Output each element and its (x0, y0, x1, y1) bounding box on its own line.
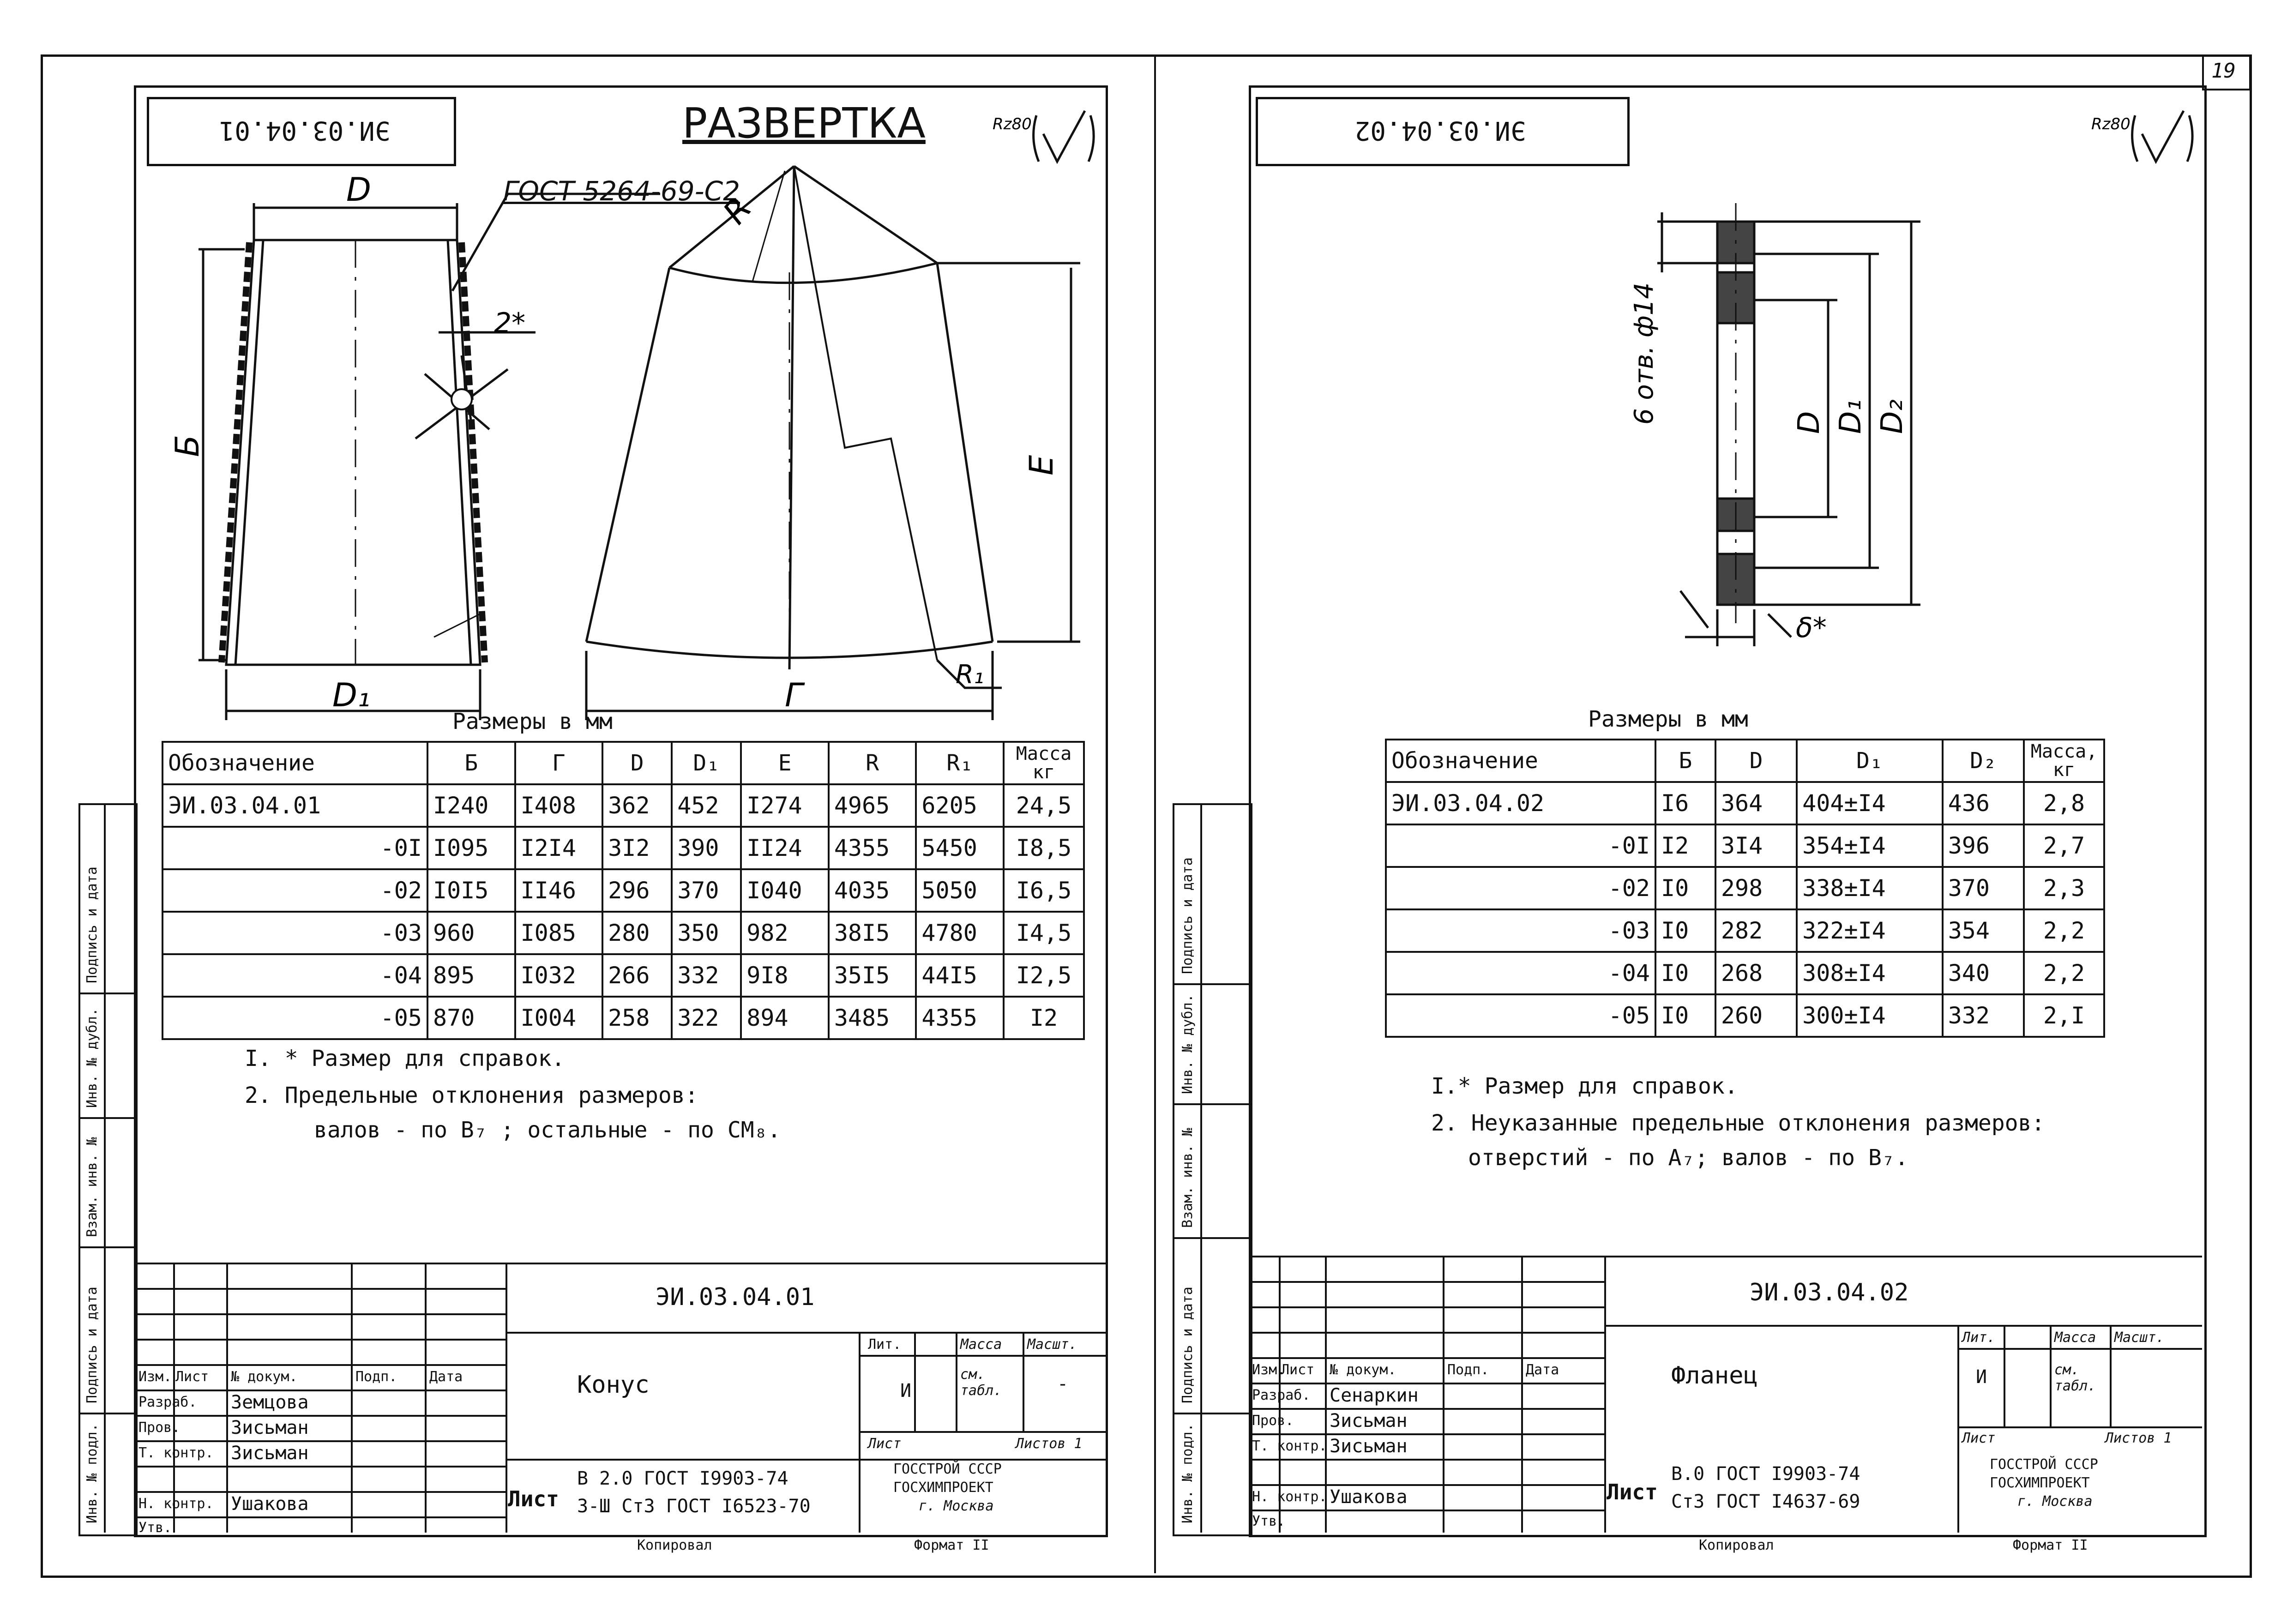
left-side-label: Подпись и дата (84, 1287, 100, 1403)
tb-doc-code: ЭИ.03.04.02 (1750, 1279, 1909, 1306)
roughness-label: Rz80 (993, 115, 1032, 133)
table-row (162, 827, 1084, 869)
tb-lit-value: И (1976, 1366, 1987, 1388)
th-E: Е (741, 742, 829, 784)
tb-name: Земцова (231, 1392, 309, 1413)
table-row (162, 869, 1084, 912)
tb-label-docnum: № докум. (231, 1369, 298, 1385)
th-mass: Масса кг (1004, 742, 1084, 784)
tb-mass-label: Масса (960, 1336, 1002, 1353)
cell: 436 (1943, 782, 2024, 824)
cell: 6205 (916, 784, 1004, 827)
tb-name-field: Конус (577, 1371, 650, 1399)
left-note-2: 2. Предельные отклонения размеров: (245, 1083, 698, 1108)
tb-role: Т. контр. (1252, 1438, 1327, 1454)
tb-org-3: г. Москва (2017, 1493, 2093, 1510)
tb-scale-value: - (1057, 1373, 1069, 1395)
cell: 396 (1943, 824, 2024, 867)
left-note-3: валов - по В₇ ; остальные - по СМ₈. (314, 1117, 781, 1143)
cell-designation: -03 (1386, 909, 1655, 952)
tb-org-1: ГОССТРОЙ СССР (1990, 1456, 2098, 1473)
cell: 370 (672, 869, 741, 912)
tb-lit-label: Лит. (1962, 1329, 1996, 1346)
table-row (1386, 952, 2104, 994)
right-roughness (2091, 106, 2193, 166)
table-header-row (162, 742, 1084, 784)
th-D2: D₂ (1943, 740, 2024, 782)
th-R: R (829, 742, 916, 784)
cell-designation: -04 (1386, 952, 1655, 994)
tb-label-sign: Подп. (355, 1369, 397, 1385)
cell-designation: -02 (162, 869, 427, 912)
right-table-caption: Размеры в мм (1588, 706, 1748, 732)
right-side-label: Инв. № подл. (1180, 1423, 1196, 1523)
tb-scale-label: Масшт. (1027, 1336, 1077, 1353)
table-row (1386, 909, 2104, 952)
tb-mass-value: см. табл. (2054, 1362, 2096, 1394)
roughness-icon (2091, 106, 2193, 166)
cell: 960 (427, 912, 515, 954)
cell: 354±I4 (1797, 824, 1943, 867)
cell: 4355 (829, 827, 916, 869)
left-side-label: Взам. инв. № (84, 1137, 100, 1237)
roughness-label: Rz80 (2091, 115, 2131, 133)
tb-name: Ушакова (231, 1493, 309, 1515)
right-side-label: Инв. № дубл. (1180, 994, 1196, 1094)
cell: 3I4 (1715, 824, 1797, 867)
flange-drawing (1616, 194, 1976, 656)
cell: 9I8 (741, 954, 829, 997)
th-B: Б (427, 742, 515, 784)
cell: 38I5 (829, 912, 916, 954)
dev-dim-E: Е (1023, 455, 1060, 475)
cell-designation: ЭИ.03.04.02 (1386, 782, 1655, 824)
cell: 362 (602, 784, 672, 827)
tb-name: Зисьман (1330, 1436, 1408, 1457)
flange-dim-D2: D₂ (1875, 399, 1909, 434)
cell: 895 (427, 954, 515, 997)
cell: I408 (515, 784, 603, 827)
cell-designation: -04 (162, 954, 427, 997)
cell: I2I4 (515, 827, 603, 869)
tb-copied: Копировал (637, 1537, 712, 1553)
cell: 870 (427, 997, 515, 1039)
tb-role: Утв. (138, 1520, 172, 1536)
cell: I085 (515, 912, 603, 954)
left-table-caption: Размеры в мм (452, 709, 613, 734)
tb-label-date: Дата (429, 1369, 463, 1385)
table-row (162, 784, 1084, 827)
cell: 340 (1943, 952, 2024, 994)
cell: 4035 (829, 869, 916, 912)
tb-role: Пров. (138, 1419, 181, 1436)
tb-material-2: Ст3 ГОСТ I4637-69 (1671, 1491, 1860, 1512)
tb-list-word: Лист (508, 1486, 559, 1511)
table-row (162, 912, 1084, 954)
page-number: 19 (2211, 59, 2236, 83)
th-designation: Обозначение (1386, 740, 1655, 782)
cone-drawing (169, 152, 591, 729)
cell: 280 (602, 912, 672, 954)
cell: 354 (1943, 909, 2024, 952)
right-code-text: ЭИ.03.04.02 (1354, 115, 1526, 145)
left-side-label: Инв. № дубл. (84, 1008, 100, 1108)
tb-material-1: В.0 ГОСТ I9903-74 (1671, 1463, 1860, 1485)
cell: 4355 (916, 997, 1004, 1039)
table-row (1386, 782, 2104, 824)
cell: I240 (427, 784, 515, 827)
cell: 894 (741, 997, 829, 1039)
cell: 44I5 (916, 954, 1004, 997)
tb-role: Утв. (1252, 1513, 1286, 1529)
th-D: D (1715, 740, 1797, 782)
tb-label-docnum: № докум. (1330, 1362, 1396, 1378)
tb-name: Зисьман (231, 1443, 309, 1464)
cone-thickness: 2* (494, 307, 526, 339)
flange-dim-D: D (1792, 411, 1826, 434)
cell: 266 (602, 954, 672, 997)
cell-designation: -0I (1386, 824, 1655, 867)
cell: 322±I4 (1797, 909, 1943, 952)
cell: 4780 (916, 912, 1004, 954)
cell-designation: -05 (162, 997, 427, 1039)
th-B: Б (1655, 740, 1715, 782)
cell: 258 (602, 997, 672, 1039)
cell: 268 (1715, 952, 1797, 994)
cell: I6 (1655, 782, 1715, 824)
cell: 2,3 (2024, 867, 2104, 909)
tb-role: Т. контр. (138, 1445, 214, 1461)
cell: 3485 (829, 997, 916, 1039)
tb-list-word: Лист (1607, 1480, 1658, 1504)
cell-designation: -03 (162, 912, 427, 954)
tb-role: Разраб. (1252, 1387, 1311, 1403)
tb-role: Н. контр. (1252, 1489, 1327, 1505)
cell: 338±I4 (1797, 867, 1943, 909)
cell-designation: ЭИ.03.04.01 (162, 784, 427, 827)
tb-material-1: В 2.0 ГОСТ I9903-74 (577, 1468, 788, 1489)
cone-dim-D1: D₁ (332, 676, 370, 714)
cell: 2,I (2024, 994, 2104, 1037)
cell: II24 (741, 827, 829, 869)
cell-designation: -02 (1386, 867, 1655, 909)
dev-dim-R1: R₁ (956, 660, 984, 690)
cell: I0 (1655, 952, 1715, 994)
tb-material-2: 3-Ш Ст3 ГОСТ I6523-70 (577, 1496, 811, 1517)
cell: 390 (672, 827, 741, 869)
cell: 3I2 (602, 827, 672, 869)
right-note-2: 2. Неуказанные предельные отклонения размеров: (1431, 1110, 2045, 1136)
cell: I032 (515, 954, 603, 997)
cell: 322 (672, 997, 741, 1039)
cell: I0I5 (427, 869, 515, 912)
tb-name: Зисьман (1330, 1410, 1408, 1432)
left-note-1: I. * Размер для справок. (245, 1046, 565, 1071)
tb-mass-value: см. табл. (960, 1366, 1002, 1399)
tb-label-list: Лист (175, 1369, 209, 1385)
th-D1: D₁ (1797, 740, 1943, 782)
cell: I004 (515, 997, 603, 1039)
tb-sheets-label: Листов 1 (2105, 1430, 2172, 1446)
tb-org-2: ГОСХИМПРОЕКТ (893, 1480, 993, 1496)
tb-role: Пров. (1252, 1413, 1294, 1429)
cell: I2,5 (1004, 954, 1084, 997)
th-D1: D₁ (672, 742, 741, 784)
cell: 364 (1715, 782, 1797, 824)
tb-name: Сенаркин (1330, 1385, 1419, 1406)
right-side-label: Подпись и дата (1180, 1287, 1196, 1403)
cell-designation: -05 (1386, 994, 1655, 1037)
cell: 2,2 (2024, 909, 2104, 952)
tb-org-3: г. Москва (919, 1498, 994, 1514)
tb-lit-value: И (900, 1380, 912, 1401)
cell: 452 (672, 784, 741, 827)
cell: I095 (427, 827, 515, 869)
tb-label-izm: Изм. (138, 1369, 172, 1385)
tb-sheet-label: Лист (868, 1436, 902, 1452)
table-row (162, 997, 1084, 1039)
cell: 296 (602, 869, 672, 912)
tb-copied: Копировал (1699, 1537, 1774, 1553)
cell: I0 (1655, 909, 1715, 952)
right-spec-table (1385, 739, 2105, 1038)
cell: I0 (1655, 994, 1715, 1037)
left-heading: РАЗВЕРТКА (682, 99, 926, 148)
tb-label-date: Дата (1526, 1362, 1559, 1378)
right-side-label: Взам. инв. № (1180, 1128, 1196, 1228)
cell: 2,2 (2024, 952, 2104, 994)
table-row (1386, 994, 2104, 1037)
cell: I2 (1004, 997, 1084, 1039)
tb-sheet-label: Лист (1962, 1430, 1996, 1446)
cell: 260 (1715, 994, 1797, 1037)
left-side-label: Подпись и дата (84, 866, 100, 983)
table-header-row (1386, 740, 2104, 782)
cell: 332 (672, 954, 741, 997)
right-note-3: отверстий - по А₇; валов - по В₇. (1468, 1145, 1908, 1171)
cell: 2,7 (2024, 824, 2104, 867)
tb-mass-label: Масса (2054, 1329, 2096, 1346)
th-designation: Обозначение (162, 742, 427, 784)
cell: 370 (1943, 867, 2024, 909)
cell: 35I5 (829, 954, 916, 997)
dev-dim-R: R (716, 189, 759, 231)
cell: I8,5 (1004, 827, 1084, 869)
tb-name-field: Фланец (1671, 1362, 1758, 1389)
th-R1: R₁ (916, 742, 1004, 784)
tb-doc-code: ЭИ.03.04.01 (656, 1283, 815, 1311)
flange-holes: 6 отв. ф14 (1629, 282, 1659, 425)
th-G: Г (515, 742, 603, 784)
development-drawing (568, 152, 1103, 734)
table-row (1386, 867, 2104, 909)
th-mass: Масса, кг (2024, 740, 2104, 782)
cell: I0 (1655, 867, 1715, 909)
cell: 5050 (916, 869, 1004, 912)
tb-label-sign: Подп. (1447, 1362, 1489, 1378)
cell: 404±I4 (1797, 782, 1943, 824)
tb-name: Зисьман (231, 1417, 309, 1438)
tb-label-izm: Изм. (1252, 1362, 1286, 1378)
cell: II46 (515, 869, 603, 912)
left-side-label: Инв. № подл. (84, 1423, 100, 1523)
left-spec-table (162, 741, 1085, 1040)
cell: 2,8 (2024, 782, 2104, 824)
table-row (162, 954, 1084, 997)
dev-dim-G: Г (785, 676, 803, 714)
flange-thickness: δ* (1796, 612, 1827, 644)
cell: 982 (741, 912, 829, 954)
tb-format: Формат II (2013, 1537, 2088, 1553)
tb-label-list: Лист (1281, 1362, 1315, 1378)
cell: 300±I4 (1797, 994, 1943, 1037)
tb-scale-label: Масшт. (2114, 1329, 2165, 1346)
cell-designation: -0I (162, 827, 427, 869)
cell: I274 (741, 784, 829, 827)
cone-dim-B: Б (169, 434, 206, 457)
cell: 332 (1943, 994, 2024, 1037)
cell: 298 (1715, 867, 1797, 909)
cell: 282 (1715, 909, 1797, 952)
cell: I4,5 (1004, 912, 1084, 954)
cell: 5450 (916, 827, 1004, 869)
cell: 24,5 (1004, 784, 1084, 827)
cell: 350 (672, 912, 741, 954)
tb-org-1: ГОССТРОЙ СССР (893, 1461, 1002, 1477)
right-side-label: Подпись и дата (1180, 857, 1196, 974)
tb-role: Н. контр. (138, 1496, 214, 1512)
weld-callout: ГОСТ 5264-69-С2 (503, 175, 740, 207)
cell: I6,5 (1004, 869, 1084, 912)
right-note-1: I.* Размер для справок. (1431, 1073, 1738, 1099)
cell: I2 (1655, 824, 1715, 867)
tb-role: Разраб. (138, 1394, 197, 1410)
tb-name: Ушакова (1330, 1486, 1408, 1508)
tb-format: Формат II (914, 1537, 989, 1553)
th-D: D (602, 742, 672, 784)
tb-lit-label: Лит. (868, 1336, 902, 1353)
table-row (1386, 824, 2104, 867)
tb-sheets-label: Листов 1 (1016, 1436, 1083, 1452)
flange-dim-D1: D₁ (1834, 399, 1868, 434)
cell: 308±I4 (1797, 952, 1943, 994)
sheet-divider (1154, 54, 1156, 1573)
tb-org-2: ГОСХИМПРОЕКТ (1990, 1475, 2090, 1491)
cell: I040 (741, 869, 829, 912)
cell: 4965 (829, 784, 916, 827)
left-code-text: ЭИ.03.04.01 (219, 115, 391, 145)
cone-dim-D: D (346, 171, 371, 209)
